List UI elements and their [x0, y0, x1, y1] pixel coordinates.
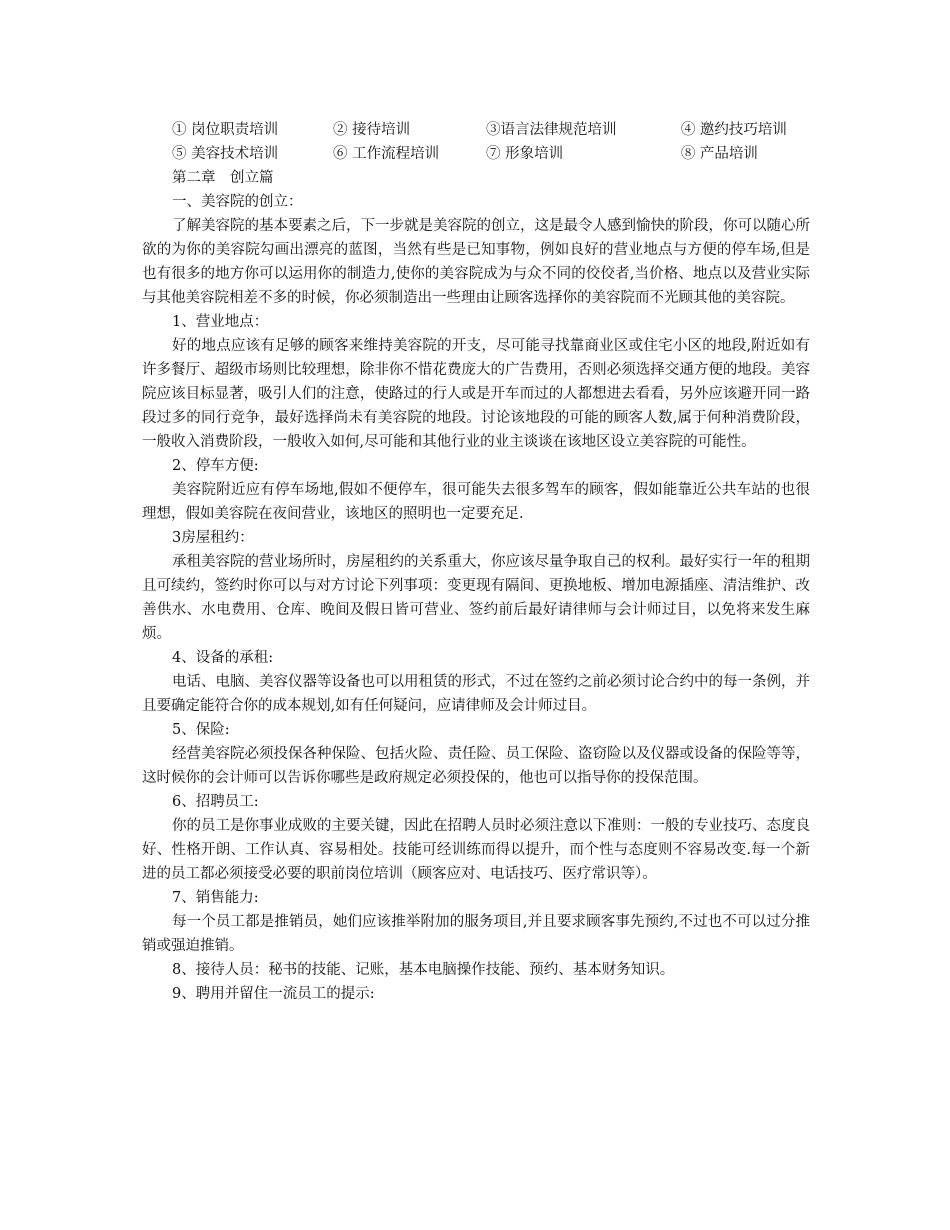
training-item: ③语言法律规范培训: [486, 122, 617, 138]
item-body-parking: 美容院附近应有停车场地,假如不便停车，很可能失去很多驾车的顾客，假如能靠近公共车站的也很理想，假如美容院在夜间营业，该地区的照明也一定要充足.: [142, 482, 810, 522]
item-title-location: 1、营业地点：: [172, 314, 269, 330]
training-item: ① 岗位职责培训: [172, 122, 279, 138]
item-body-equipment: 电话、电脑、美容仪器等设备也可以用租赁的形式，不过在签约之前必须讨论合约中的每一条例，并且要确定能符合你的成本规划,如有任何疑问，应请律师及会计师过目。: [142, 674, 810, 714]
training-list-row-2: [172, 142, 810, 166]
item-title-lease: 3房屋租约：: [172, 530, 254, 546]
chapter-title: 第二章 创立篇: [172, 170, 274, 186]
training-item: ④ 邀约技巧培训: [680, 122, 787, 138]
item-title-retention: 9、聘用并留住一流员工的提示:: [172, 986, 375, 1002]
item-reception: 8、接待人员：秘书的技能、记账，基本电脑操作技能、预约、基本财务知识。: [172, 962, 675, 978]
training-item: ⑤ 美容技术培训: [172, 146, 279, 162]
training-item: ⑥ 工作流程培训: [332, 146, 440, 162]
item-body-sales: 每一个员工都是推销员，她们应该推举附加的服务项目,并且要求顾客事先预约,不过也不可以过分推销或强迫推销。: [142, 914, 810, 954]
training-item: ⑧ 产品培训: [680, 146, 758, 162]
training-item: ⑦ 形象培训: [486, 146, 564, 162]
training-item: ② 接待培训: [332, 122, 411, 138]
section-title: 一、美容院的创立：: [172, 194, 303, 210]
item-body-recruitment: 你的员工是你事业成败的主要关键，因此在招聘人员时必须注意以下准则：一般的专业技巧、态度良好、性格开朗、工作认真、容易相处。技能可经训练而得以提升，而个性与态度则不容易改变.每一个新进的员工都必须接受必要的职前岗位培训（顾客应对、电话技巧、医疗常识等）。: [142, 818, 810, 882]
item-title-equipment: 4、设备的承租:: [172, 650, 274, 666]
item-title-parking: 2、停车方便:: [172, 458, 259, 474]
item-body-insurance: 经营美容院必须投保各种保险、包括火险、责任险、员工保险、盗窃险以及仪器或设备的保险等等，这时候你的会计师可以告诉你哪些是政府规定必须投保的，他也可以指导你的投保范围。: [142, 746, 810, 786]
item-title-insurance: 5、保险:: [172, 722, 230, 738]
intro-paragraph: 了解美容院的基本要素之后，下一步就是美容院的创立，这是最令人感到愉快的阶段，你可以随心所欲的为你的美容院勾画出漂亮的蓝图，当然有些是已知事物，例如良好的营业地点与方便的停车场,但是也有很多的地方你可以运用你的制造力,使你的美容院成为与众不同的佼佼者,当价格、地点以及营业实际与其他美容院相差不多的时候，你必须制造出一些理由让顾客选择你的美容院而不光顾其他的美容院。: [142, 218, 810, 306]
item-title-recruitment: 6、招聘员工:: [172, 794, 259, 810]
item-body-lease: 承租美容院的营业场所时，房屋租约的关系重大，你应该尽量争取自己的权利。最好实行一年的租期且可续约，签约时你可以与对方讨论下列事项：变更现有隔间、更换地板、增加电源插座、清洁维护、改善供水、水电费用、仓库、晚间及假日皆可营业、签约前后最好请律师与会计师过目，以免将来发生麻烦。: [142, 554, 810, 642]
training-list-row-1: [172, 118, 810, 142]
item-title-sales: 7、销售能力:: [172, 890, 259, 906]
document-page: [142, 118, 810, 1006]
item-body-location: 好的地点应该有足够的顾客来维持美容院的开支，尽可能寻找靠商业区或住宅小区的地段,附近如有许多餐厅、超级市场则比较理想，除非你不惜花费庞大的广告费用，否则必须选择交通方便的地段。美容院应该目标显著，吸引人们的注意，使路过的行人或是开车而过的人都想进去看看，另外应该避开同一路段过多的同行竞争，最好选择尚未有美容院的地段。讨论该地段的可能的顾客人数,属于何种消费阶段，一般收入消费阶段，一般收入如何,尽可能和其他行业的业主谈谈在该地区设立美容院的可能性。: [142, 338, 810, 450]
